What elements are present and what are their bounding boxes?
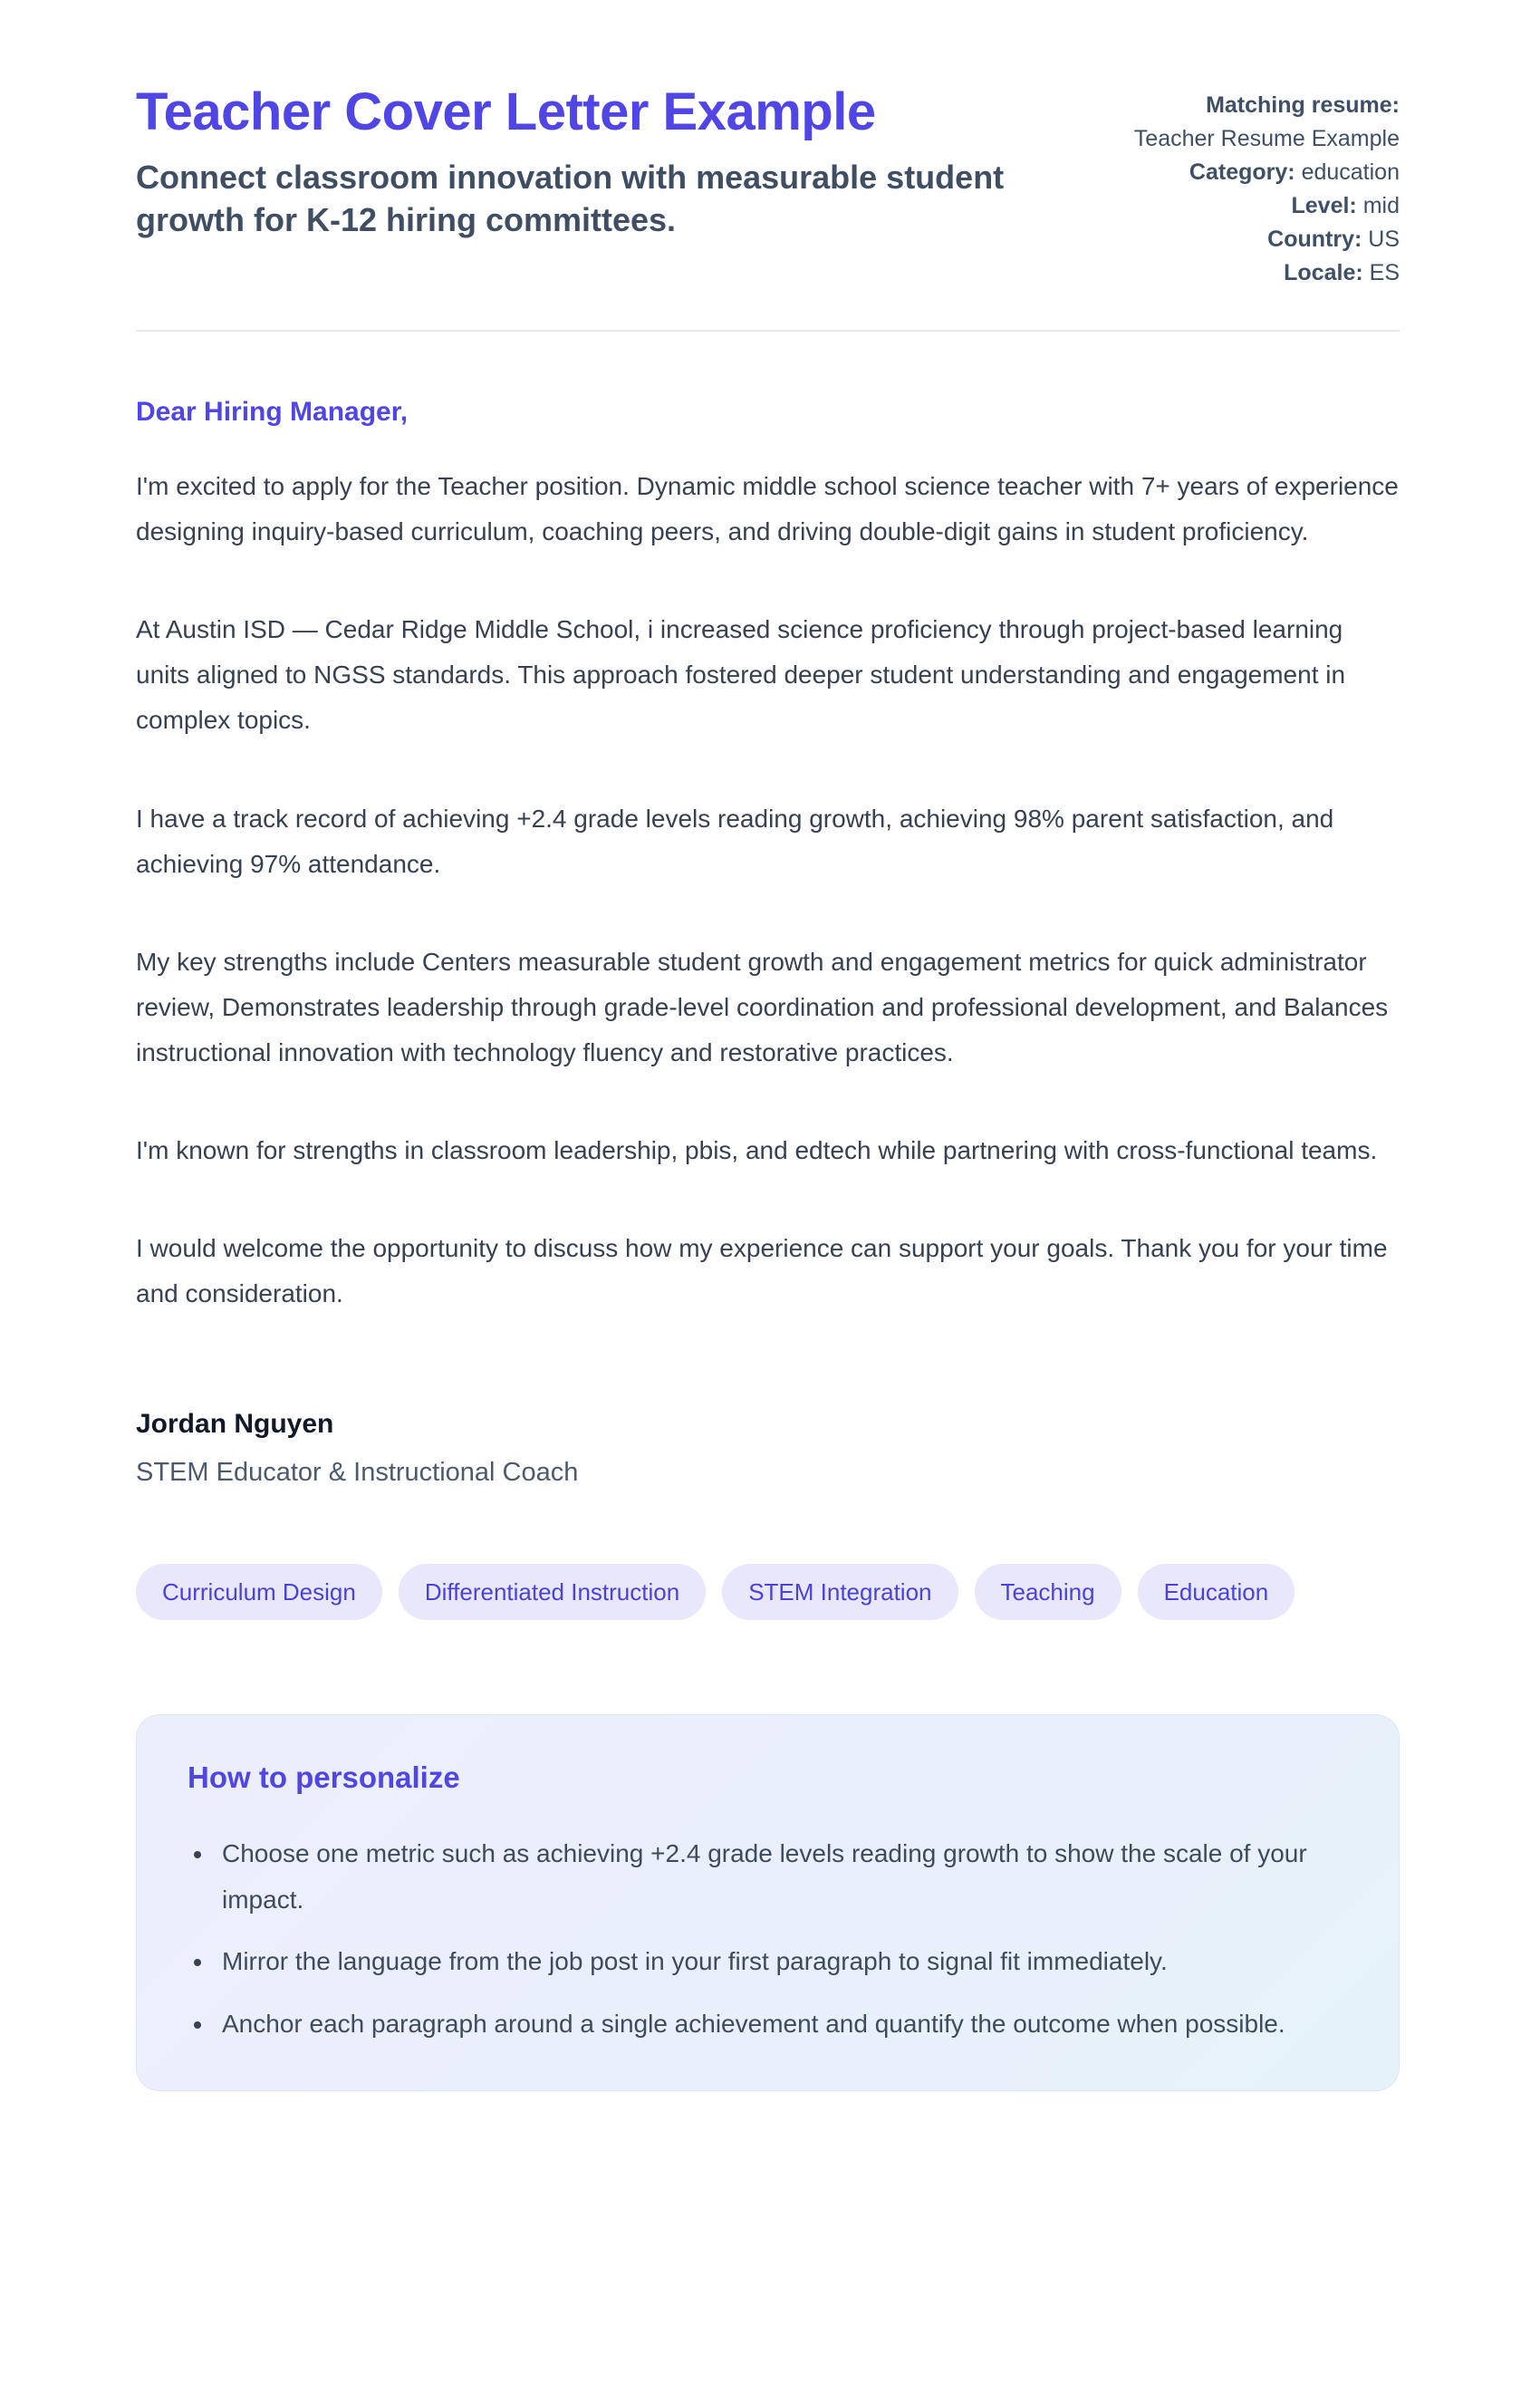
letter-paragraph: I'm known for strengths in classroom leadership, pbis, and edtech while partnering with cross-functional teams. [136,1136,1378,1165]
tag-chip-education[interactable]: Education [1138,1564,1295,1620]
letter-greeting: Dear Hiring Manager, [136,397,409,427]
letter-paragraph: I'm excited to apply for the Teacher position. Dynamic middle school science teacher with 7+ years of experience designing inquiry-based curriculum, coaching peers, and driving double-digit gains in student proficiency. [136,472,1399,546]
letter-paragraph: My key strengths include Centers measurable student growth and engagement metrics for quick administrator review, Demonstrates leadership through grade-level coordination and professional development, and Balances instructional innovation with technology fluency and restorative practices. [136,947,1389,1066]
tag-chip-stem-integration[interactable]: STEM Integration [722,1564,958,1620]
signature-role: STEM Educator & Instructional Coach [136,1458,579,1488]
personalize-title: How to personalize [188,1760,460,1795]
meta-locale: Locale: ES [1284,260,1400,285]
personalize-bullet: • Choose one metric such as achieving +2.4 grade levels reading growth to show the scale of your impact. [215,1831,1348,1923]
signature-name: Jordan Nguyen [136,1409,334,1440]
tag-chip-curriculum-design[interactable]: Curriculum Design [136,1564,382,1620]
title-block [136,83,1024,242]
tag-chip-teaching[interactable]: Teaching [975,1564,1121,1620]
letter-body [136,397,1400,1488]
page-title: Teacher Cover Letter Example [136,82,876,141]
personalize-bullet: • Mirror the language from the job post in your first paragraph to signal fit immediately. [215,1939,1348,1984]
tag-chip-differentiated-instruction[interactable]: Differentiated Instruction [399,1564,706,1620]
resume-meta [1134,83,1400,290]
letter-paragraph: At Austin ISD — Cedar Ridge Middle School, i increased science proficiency through project-based learning units aligned to NGSS standards. This approach fostered deeper student understanding and engagement in complex topics. [136,615,1346,735]
header-divider [136,330,1400,332]
letter-paragraph: I have a track record of achieving +2.4 grade levels reading growth, achieving 98% parent satisfaction, and achieving 97% attendance. [136,804,1334,878]
tag-list [136,1564,1400,1620]
personalize-panel [136,1714,1400,2091]
personalize-bullet: • Anchor each paragraph around a single achievement and quantify the outcome when possible. [215,2001,1348,2047]
meta-country: Country: US [1267,227,1400,252]
meta-category: Category: education [1189,159,1400,185]
page-header [136,83,1400,290]
page-subtitle: Connect classroom innovation with measurable student growth for K-12 hiring committees. [136,158,1005,238]
meta-level: Level: mid [1291,193,1400,218]
letter-paragraph: I would welcome the opportunity to discuss how my experience can support your goals. Thank you for your time and consideration. [136,1234,1388,1308]
meta-matching-resume-label: Matching resume: [1206,92,1400,118]
meta-matching-resume-value: Teacher Resume Example [1133,126,1400,151]
personalize-list [188,1831,1348,2047]
